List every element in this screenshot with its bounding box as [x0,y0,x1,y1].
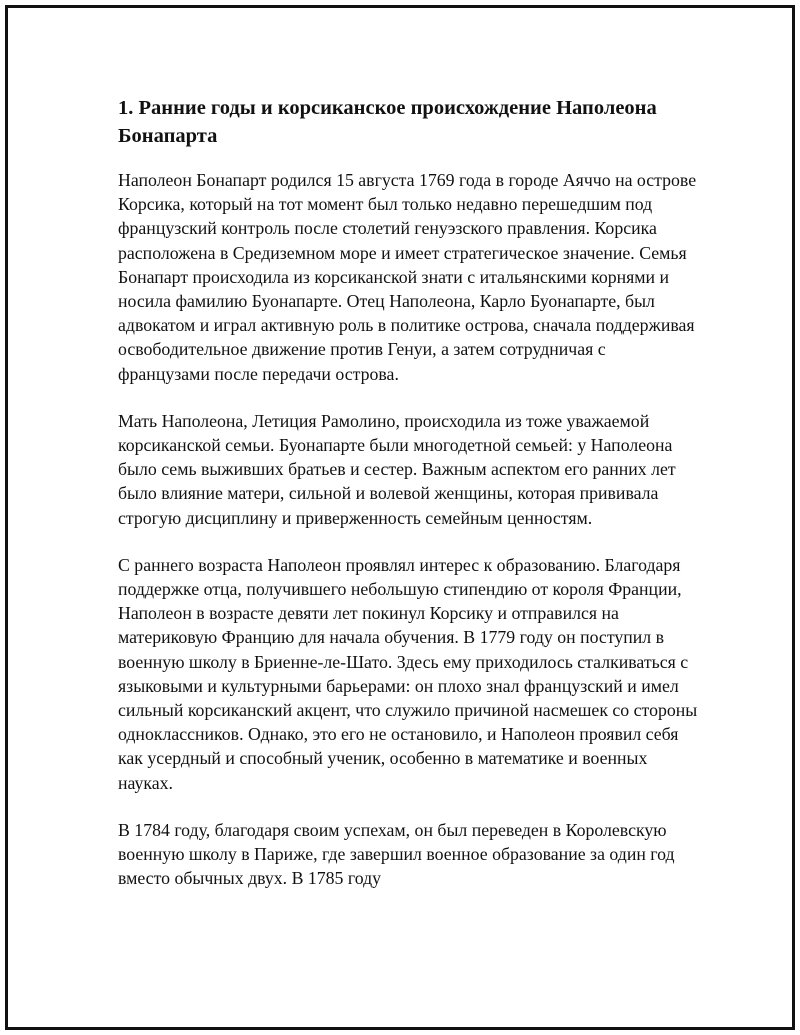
section-heading: 1. Ранние годы и корсиканское происхождение Наполеона Бонапарта [118,97,657,147]
paragraph-4: В 1784 году, благодаря своим успехам, он был переведен в Королевскую военную школу в Париже, где завершил военное образование за один год вместо обычных двух. В 1785 году [118,819,675,889]
paragraph-2: Мать Наполеона, Летиция Рамолино, происходила из тоже уважаемой корсиканской семьи. Буонапарте были многодетной семьей: у Наполеона было семь выживших братьев и сестер. Важным аспектом его ранних лет было влияние матери, сильной и волевой женщины, которая прививала строгую дисциплину и приверженность семейным ценностям. [118,410,676,528]
document-body [118,94,698,890]
paragraph-1: Наполеон Бонапарт родился 15 августа 1769 года в городе Аяччо на острове Корсика, который на тот момент был только недавно перешедшим под французский контроль после столетий генуэзского правления. Корсика расположена в Средиземном море и имеет стратегическое значение. Семья Бонапарт происходила из корсиканской знати с итальянскими корнями и носила фамилию Буонапарте. Отец Наполеона, Карло Буонапарте, был адвокатом и играл активную роль в политике острова, сначала поддерживая освободительное движение против Генуи, а затем сотрудничая с французами после передачи острова. [118,170,697,384]
paragraph-3: С раннего возраста Наполеон проявлял интерес к образованию. Благодаря поддержке отца, получившего небольшую стипендию от короля Франции, Наполеон в возрасте девяти лет покинул Корсику и отправился на материковую Францию для начала обучения. В 1779 году он поступил в военную школу в Бриенне-ле-Шато. Здесь ему приходилось сталкиваться с языковыми и культурными барьерами: он плохо знал французский и имел сильный корсиканский акцент, что служило причиной насмешек со стороны одноклассников. Однако, это его не остановило, и Наполеон проявил себя как усердный и способный ученик, особенно в математике и военных науках. [118,554,698,793]
